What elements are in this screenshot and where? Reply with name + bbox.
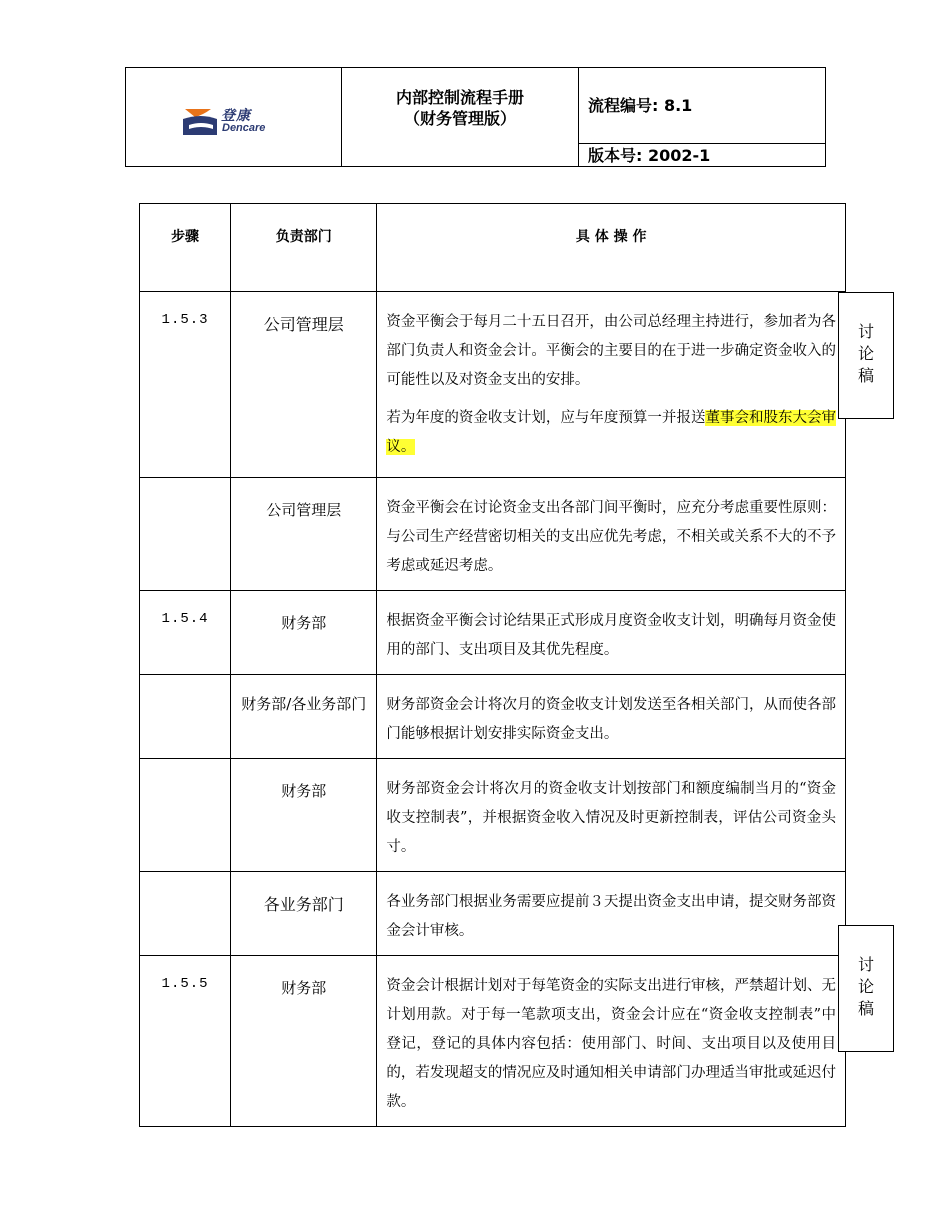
operation-text	[377, 292, 846, 478]
responsible-dept: 财务部	[231, 591, 377, 675]
operation-paragraph: 资金平衡会在讨论资金支出各部门间平衡时，应充分考虑重要性原则：与公司生产经营密切相关的支出应优先考虑，不相关或关系不大的不予考虑或延迟考虑。	[386, 500, 836, 574]
manual-title-line1: 内部控制流程手册	[395, 88, 524, 107]
operation-paragraph: 财务部资金会计将次月的资金收支计划发送至各相关部门，从而使各部门能够根据计划安排实际资金支出。	[386, 697, 836, 742]
draft-stamp-char: 讨	[857, 955, 874, 974]
highlighted-text: 董事会和股东大会审议。	[386, 410, 836, 455]
operation-text	[377, 478, 846, 591]
operation-paragraph: 财务部资金会计将次月的资金收支计划按部门和额度编制当月的“资金收支控制表”，并根据资金收入情况及时更新控制表，评估公司资金头寸。	[386, 781, 836, 855]
draft-stamp-char: 讨	[857, 322, 874, 341]
operation-text	[377, 956, 846, 1127]
table-row	[140, 872, 846, 956]
operation-text	[377, 759, 846, 872]
logo-mark-icon	[181, 105, 221, 139]
operation-text	[377, 591, 846, 675]
logo-cell	[126, 68, 342, 166]
table-row	[140, 956, 846, 1127]
operation-text	[377, 675, 846, 759]
manual-title-line2: （财务管理版）	[403, 109, 516, 128]
info-cell	[579, 68, 825, 166]
operation-text	[377, 872, 846, 956]
step-number	[140, 675, 231, 759]
responsible-dept: 财务部/各业务部门	[231, 675, 377, 759]
draft-stamp-char: 稿	[857, 999, 874, 1018]
version-number: 版本号: 2002-1	[588, 146, 711, 165]
header-operation: 具 体 操 作	[377, 204, 846, 292]
operation-paragraph: 根据资金平衡会讨论结果正式形成月度资金收支计划，明确每月资金使用的部门、支出项目及其优先程度。	[386, 613, 836, 658]
operation-paragraph: 资金平衡会于每月二十五日召开，由公司总经理主持进行，参加者为各部门负责人和资金会计。平衡会的主要目的在于进一步确定资金收入的可能性以及对资金支出的安排。	[386, 314, 836, 388]
draft-stamp	[838, 292, 894, 419]
table-row	[140, 292, 846, 478]
table-header-row	[140, 204, 846, 292]
document-header	[125, 67, 826, 167]
logo-text-en: Dencare	[222, 122, 266, 134]
operation-paragraph: 各业务部门根据业务需要应提前３天提出资金支出申请，提交财务部资金会计审核。	[386, 894, 836, 939]
draft-stamp-char: 论	[857, 977, 874, 996]
draft-stamp	[838, 925, 894, 1052]
draft-stamp-char: 稿	[857, 366, 874, 385]
company-logo	[181, 105, 281, 139]
table-row	[140, 675, 846, 759]
responsible-dept: 公司管理层	[231, 478, 377, 591]
table-row	[140, 591, 846, 675]
step-number	[140, 872, 231, 956]
header-step: 步骤	[140, 204, 231, 292]
operation-paragraph	[386, 404, 836, 462]
operation-text-span: 若为年度的资金收支计划，应与年度预算一并报送	[386, 410, 706, 426]
header-dept: 负责部门	[231, 204, 377, 292]
manual-title	[342, 68, 579, 166]
responsible-dept: 公司管理层	[231, 292, 377, 478]
table-row	[140, 478, 846, 591]
step-number: 1.5.5	[140, 956, 231, 1127]
draft-stamp-char: 论	[857, 344, 874, 363]
table-row	[140, 759, 846, 872]
procedure-table	[139, 203, 846, 1127]
step-number: 1.5.3	[140, 292, 231, 478]
step-number	[140, 478, 231, 591]
responsible-dept: 财务部	[231, 956, 377, 1127]
responsible-dept: 财务部	[231, 759, 377, 872]
responsible-dept: 各业务部门	[231, 872, 377, 956]
operation-paragraph: 资金会计根据计划对于每笔资金的实际支出进行审核，严禁超计划、无计划用款。对于每一笔款项支出，资金会计应在“资金收支控制表”中登记，登记的具体内容包括：使用部门、时间、支出项目以及使用目的，若发现超支的情况应及时通知相关申请部门办理适当审批或延迟付款。	[386, 978, 836, 1110]
logo-text-cn: 登康	[221, 108, 251, 124]
step-number: 1.5.4	[140, 591, 231, 675]
step-number	[140, 759, 231, 872]
process-number: 流程编号: 8.1	[579, 68, 825, 144]
